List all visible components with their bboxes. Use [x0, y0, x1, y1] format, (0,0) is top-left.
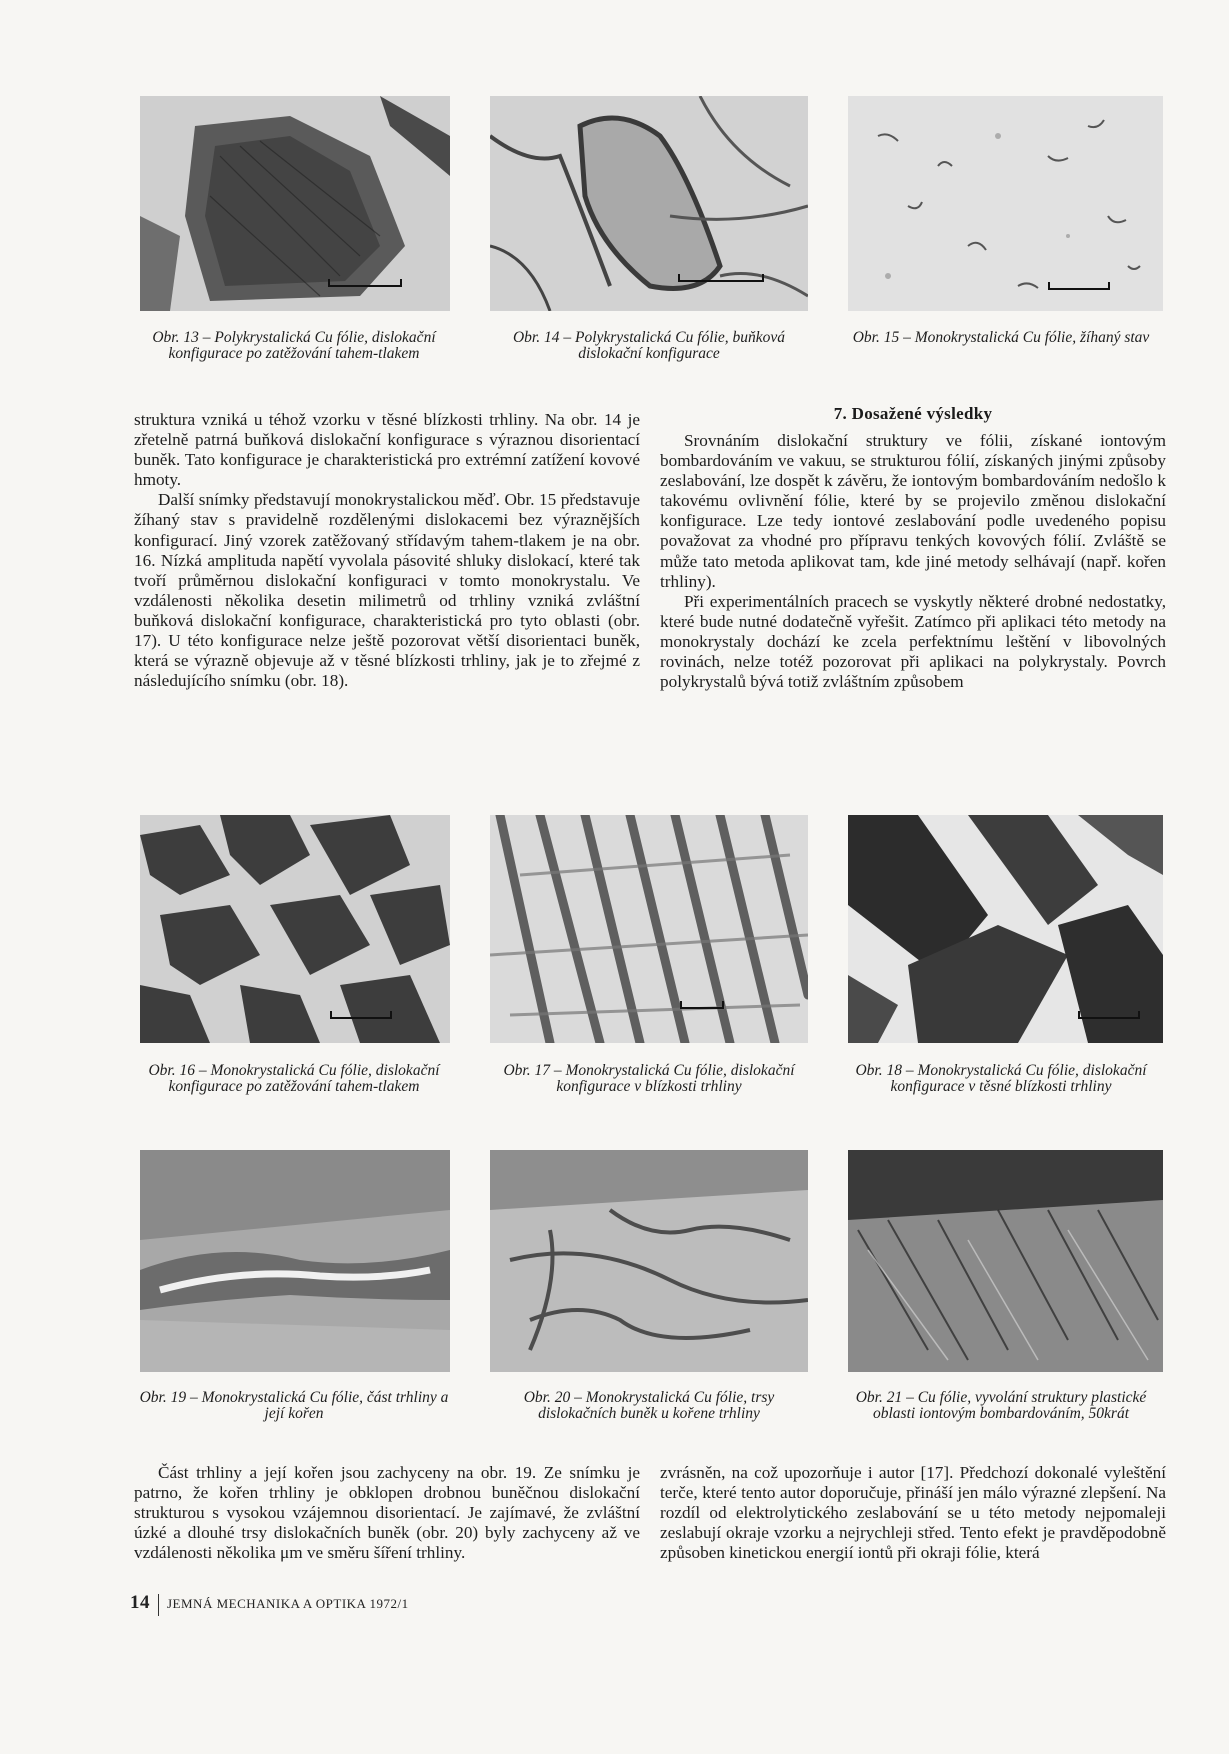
figure-20-caption: Obr. 20 – Monokrystalická Cu fólie, trsy dislokačních buněk u kořene trhliny: [523, 1389, 775, 1422]
figure-16-image: [140, 815, 450, 1043]
right-column-upper: [660, 431, 1166, 692]
left-column-lower: [134, 1463, 640, 1563]
scale-bar: [678, 274, 764, 282]
scale-bar: [1048, 282, 1110, 290]
right-column-lower: [660, 1463, 1166, 1563]
left-column-upper: [134, 410, 640, 691]
paragraph: Při experimentálních pracech se vyskytly některé drobné nedostatky, které bude nutné dodatečně vyřešit. Zatímco při aplikaci této metody na monokrystaly dochází ke zcela perfektnímu leštění v libovolných rovinách, nelze totéž pozorovat při aplikaci na polykrystaly. Povrch polykrystalů bývá totiž zvláštním způsobem: [660, 591, 1166, 692]
figure-18-caption: Obr. 18 – Monokrystalická Cu fólie, dislokační konfigurace v těsné blízkosti trhliny: [855, 1062, 1147, 1095]
footer-divider: [158, 1594, 159, 1616]
paragraph: struktura vzniká u téhož vzorku v těsné blízkosti trhliny. Na obr. 14 je zřetelně patrná buňková dislokační konfigurace s výraznou disorientací buněk. Tato konfigurace je charakteristická pro extrémní zatížení kovové hmoty.: [134, 410, 640, 490]
paragraph: Další snímky představují monokrystalickou měď. Obr. 15 představuje žíhaný stav s pravidelně rozdělenými dislokacemi bez výraznějších konfigurací. Jiný vzorek zatěžovaný střídavým tahem-tlakem je na obr. 16. Nízká amplituda napětí vyvolala pásovité shluky dislokací, které tak tvoří průměrnou dislokační konfiguraci v tomto monokrystalu. Ve vzdálenosti několika desetin milimetrů od trhliny vzniká zvláštní buňková dislokační konfigurace, charakteristická pro tyto oblasti (obr. 17). U této konfigurace nelze ještě pozorovat větší disorientaci buněk, která se výrazně objevuje až v těsné blízkosti trhliny, jak je to zřejmé z následujícího snímku (obr. 18).: [134, 490, 640, 691]
scale-bar: [680, 1001, 724, 1009]
paragraph: Část trhliny a její kořen jsou zachyceny na obr. 19. Ze snímku je patrno, že kořen trhliny je obklopen drobnou buněčnou dislokační strukturou s vysokou vzájemnou disorientací. Je zajímavé, že zvláštní úzké a dlouhé trsy dislokačních buněk (obr. 20) byly zachyceny až ve vzdálenosti několika μm ve směru šíření trhliny.: [134, 1463, 640, 1563]
figure-13-image: [140, 96, 450, 311]
paragraph: zvrásněn, na což upozorňuje i autor [17]. Předchozí dokonalé vyleštění terče, které tento autor doporučuje, přináší jen málo výrazné zlepšení. Na rozdíl od elektrolytického zeslabování se u této metody nejpomaleji zeslabují okraje vzorku a nejrychleji střed. Tento efekt je pravděpodobně způsoben kinetickou energií iontů při okraji fólie, která: [660, 1463, 1166, 1563]
figure-21-image: [848, 1150, 1163, 1372]
figure-14-caption: Obr. 14 – Polykrystalická Cu fólie, buňková dislokační konfigurace: [512, 329, 786, 362]
paragraph: Srovnáním dislokační struktury ve fólii, získané iontovým bombardováním ve vakuu, se strukturou fólií, získaných jinými způsoby zeslabování, lze dospět k závěru, že iontovým bombardováním nedošlo k takovému ovlivnění fólie, které by se projevilo změnou dislokační konfigurace. Lze tedy iontové zeslabování podle uvedeného popisu považovat za vhodné pro přípravu tenkých kovových fólií. Zvláště se může tato metoda aplikovat tam, kde jiné metody selhávají (např. kořen trhliny).: [660, 431, 1166, 591]
figure-20-image: [490, 1150, 808, 1372]
figure-14-image: [490, 96, 808, 311]
figure-13-caption: Obr. 13 – Polykrystalická Cu fólie, dislokační konfigurace po zatěžování tahem-tlakem: [152, 329, 436, 362]
journal-name: JEMNÁ MECHANIKA A OPTIKA 1972/1: [167, 1596, 409, 1611]
figure-17-image: [490, 815, 808, 1043]
figure-19-caption: Obr. 19 – Monokrystalická Cu fólie, část trhliny a její kořen: [139, 1389, 449, 1422]
scale-bar: [1078, 1011, 1140, 1019]
figure-15-caption: Obr. 15 – Monokrystalická Cu fólie, žíhaný stav: [852, 329, 1150, 346]
figure-18-image: [848, 815, 1163, 1043]
scale-bar: [330, 1011, 392, 1019]
figure-17-caption: Obr. 17 – Monokrystalická Cu fólie, dislokační konfigurace v blízkosti trhliny: [503, 1062, 795, 1095]
figure-16-caption: Obr. 16 – Monokrystalická Cu fólie, dislokační konfigurace po zatěžování tahem-tlakem: [148, 1062, 440, 1095]
section-title: 7. Dosažené výsledky: [833, 404, 993, 423]
figure-21-caption: Obr. 21 – Cu fólie, vyvolání struktury plastické oblasti iontovým bombardováním, 50krát: [855, 1389, 1147, 1422]
figure-15-image: [848, 96, 1163, 311]
page-footer: [130, 1592, 409, 1616]
figure-19-image: [140, 1150, 450, 1372]
page-number: 14: [130, 1592, 150, 1613]
scale-bar: [328, 279, 402, 287]
